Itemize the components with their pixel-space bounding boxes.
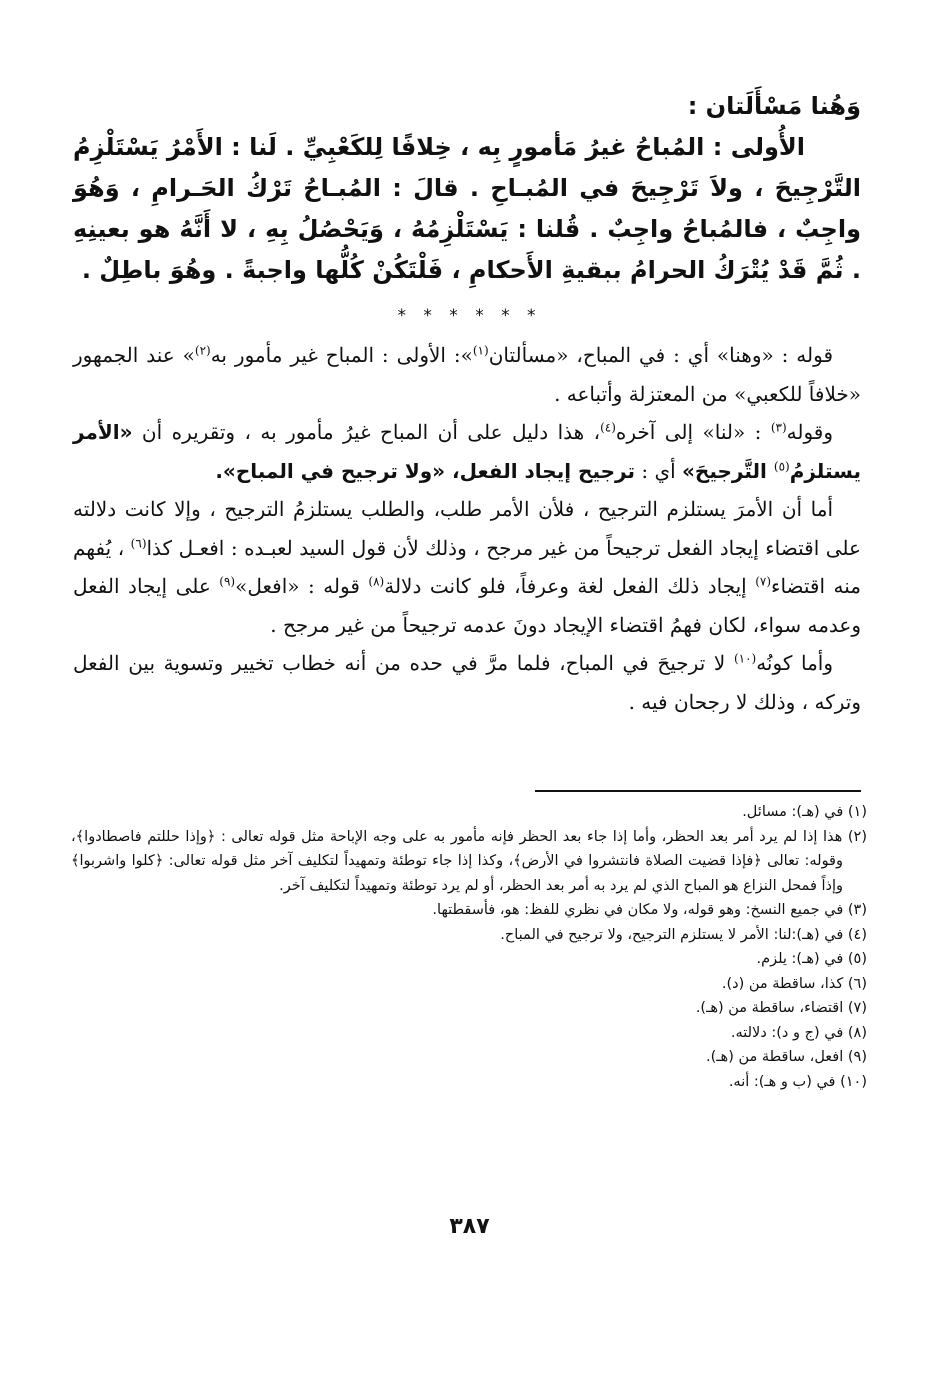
commentary-paragraph [73, 490, 861, 644]
page-number: ٣٨٧ [449, 1214, 490, 1239]
footnotes-block [71, 800, 867, 1094]
commentary-paragraph [73, 413, 861, 490]
footnote-item: (٥) في (هـ): يلزم. [756, 951, 867, 967]
footnote-item: (٩) افعل، ساقطة من (هـ). [706, 1049, 867, 1065]
commentary-block [73, 336, 861, 721]
commentary-text: على إيجاد الفعل وعدمه سواء، لكان فهمُ اقتضاء الإيجاد دونَ عدمه ترجيحاً من غير مرجح . [73, 574, 861, 637]
commentary-paragraph [73, 644, 861, 721]
footnote-marker: (٧) [755, 574, 772, 589]
footnote-marker: (٤) [600, 420, 616, 435]
footnote-item: (٢) هذا إذا لم يرد أمر بعد الحظر، وأما إذا جاء بعد الحظر فإنه مأمور به على وجه الإباحة مثل قوله تعالى : ﴿وإذا حللتم فاصطادوا﴾، وقوله: تعالى ﴿فإذا قضيت الصلاة فانتشروا في الأرض﴾، وكذا إذا جاء توطئة وتمهيداً لتكليف آخر مثل قوله تعالى: ﴿كلوا واشربوا﴾ وإذاً فمحل النزاع هو المباح الذي لم يرد به أمر بعد الحظر، أو لم يرد توطئة وتمهيداً لتكليف آخر. [71, 828, 867, 894]
quoted-main-text: التَّرجيحَ» [682, 458, 774, 483]
commentary-text: وقوله [786, 420, 834, 444]
main-text-block [73, 86, 861, 291]
commentary-text: أي : [634, 458, 683, 483]
quoted-main-text: ترجيح إيجاد الفعل، «ولا ترجيح في المباح». [215, 458, 635, 483]
footnote-marker: (٣) [770, 420, 787, 435]
commentary-text: وأما كونُه [756, 651, 833, 675]
commentary-text: إيجاد ذلك الفعل لغة وعرفاً، فلو كانت دلالة [384, 574, 756, 598]
commentary-text: » عند الجمهور «خلافاً للكعبي» من المعتزلة وأتباعه . [73, 343, 861, 406]
main-text-body: الأُولى : المُباحُ غيرُ مَأمورٍ بِه ، خِلافًا لِلكَعْبِيِّ . لَنا : الأَمْرُ يَسْتَلْزِمُ التَّرْجِيحَ ، ولاَ تَرْجِيحَ في المُبـاحِ . قالَ : المُبـاحُ تَرْكُ الحَـرامِ ، وَهُوَ واجِبٌ ، فالمُباحُ واجِبٌ . قُلنا : يَسْتَلْزِمُهُ ، وَيَحْصُلُ بِهِ ، لا أَنَّهُ هو بعينِهِ . ثُمَّ قَدْ يُتْرَكُ الحرامُ ببقيةِ الأَحكامِ ، فَلْتَكُنْ كُلُّها واجبةً . وهُوَ باطِلٌ . [73, 133, 861, 284]
commentary-text: ، هذا دليل على أن المباح غيرُ مأمور به ، وتقريره أن [132, 420, 601, 444]
commentary-text: قوله : «افعل» [235, 574, 369, 598]
commentary-paragraph [73, 336, 861, 413]
footnote-item: (١) في (هـ): مسائل. [742, 804, 867, 820]
commentary-text: ، يُفهم منه اقتضاء [73, 535, 861, 598]
footnote-marker: (٥) [773, 458, 790, 473]
footnote-marker: (٦) [130, 535, 147, 550]
footnote-item: (٤) في (هـ):لنا: الأمر لا يستلزم الترجيح، ولا ترجيح في المباح. [500, 926, 867, 943]
footnote-marker: (١٠) [733, 651, 757, 666]
footnote-marker: (٢) [194, 343, 211, 358]
footnote-rule [535, 790, 861, 792]
footnote-item: (٧) اقتضاء، ساقطة من (هـ). [695, 1000, 867, 1016]
commentary-text: أما أن الأمرَ يستلزم الترجيح ، فلأن الأمر طلب، والطلب يستلزمُ الترجيح ، وإلا كانت دلالته على اقتضاء إيجاد الفعل ترجيحاً من غير مرجح ، وذلك لأن قول السيد لعبـده : افعـل كذا [73, 497, 861, 560]
footnote-item: (٨) في (ج و د): دلالته. [730, 1024, 867, 1041]
section-separator: * * * * * * [397, 306, 542, 326]
commentary-text: »: الأولى : المباح غير مأمور به [210, 343, 473, 367]
footnote-item: (٣) في جميع النسخ: وهو قوله، ولا مكان في نظري للفظ: هو، فأسقطتها. [432, 902, 867, 918]
commentary-text: قوله : «وهنا» أي : في المباح، «مسألتان [488, 343, 834, 367]
quoted-main-text: «الأمر يستلزمُ [73, 420, 861, 483]
footnote-marker: (٨) [368, 574, 385, 589]
commentary-text: لا ترجيحَ في المباح، فلما مرَّ في حده من أنه خطاب تخيير وتسوية بين الفعل وتركه ، وذلك لا رجحان فيه . [73, 651, 861, 714]
footnote-item: (٦) كذا، ساقطة من (د). [721, 975, 867, 992]
footnote-marker: (١) [472, 343, 489, 358]
commentary-text: : «لنا» إلى آخره [615, 420, 771, 444]
footnote-marker: (٩) [219, 574, 236, 589]
footnote-item: (١٠) في (ب و هـ): أنه. [728, 1073, 867, 1090]
main-text-intro: وَهُنا مَسْأَلَتان : [687, 92, 861, 120]
